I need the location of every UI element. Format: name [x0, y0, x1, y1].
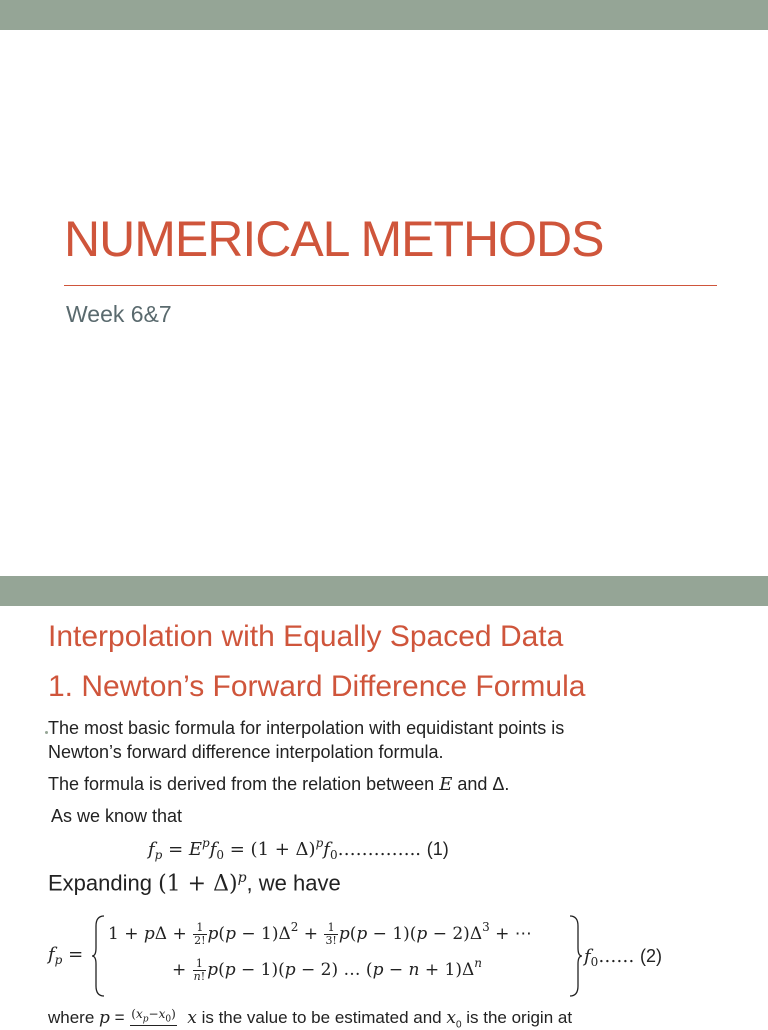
title-underline [64, 285, 717, 286]
equation-2-lhs: $f_p$ = [48, 944, 84, 967]
equation-2-row1: 1 + pΔ + $\frac{1}{2!}$ $p(p - 1)\Delta^2$ + $\frac{1}{3!}$ $p(p - 1)(p - 2)\Delta^3$ + ⋯ [108, 920, 532, 947]
expanding-line [48, 870, 341, 896]
cut-off-line: where p = $(x_p-x_0)$ x is the value to be estimated and $x_0$ is the origin at [48, 1007, 573, 1030]
paragraph-know: As we know that [51, 806, 183, 826]
expanding-suffix: , we have [246, 870, 341, 896]
left-brace-icon [92, 914, 106, 998]
expanding-expr: (1 + Δ) [158, 871, 238, 897]
equation-1: $f_p = E^pf_0 = (1$ + $\Delta)^pf_0\dots\dots\dots\dots$.. (1) [148, 836, 449, 862]
relation-and: and [452, 774, 493, 794]
equation-2-rhs: $f_0\dots\dots$ (2) [584, 946, 663, 969]
equation-1-number: (1) [426, 839, 449, 859]
expanding-prefix: Expanding [48, 870, 159, 896]
paragraph-line: The most basic formula for interpolation with equidistant points is [48, 718, 565, 738]
math-E: E [439, 774, 453, 795]
relation-text: The formula is derived from the relation between [48, 774, 440, 794]
top-accent-bar [0, 576, 768, 606]
slide-subtitle: Week 6&7 [66, 301, 172, 327]
math-delta: Δ. [492, 774, 510, 794]
subsection-heading: 1. Newton’s Forward Difference Formula [48, 670, 586, 703]
paragraph-relation [48, 772, 509, 797]
section-heading: Interpolation with Equally Spaced Data [48, 620, 564, 653]
paragraph-line: Newton’s forward difference interpolation formula. [48, 742, 444, 762]
equation-2-number: (2) [640, 946, 663, 966]
slide-title: NUMERICAL METHODS [64, 211, 604, 267]
top-accent-bar [0, 0, 768, 30]
expanding-sup: p [237, 870, 247, 886]
equation-2-row2: + $\frac{1}{n!}$ p(p − 1)(p − 2) … $(p - n + 1)\Delta^n$ [172, 956, 482, 983]
content-slide [0, 576, 768, 1030]
right-brace-icon [568, 914, 582, 998]
